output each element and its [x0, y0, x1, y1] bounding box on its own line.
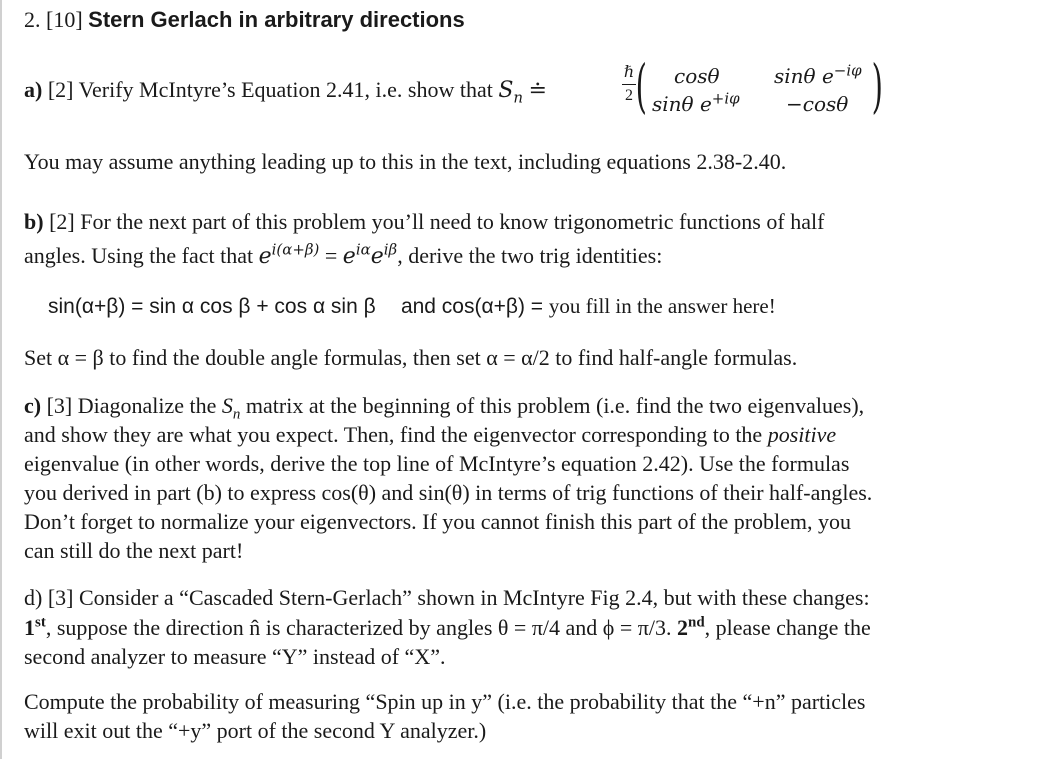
part-c-line3: eigenvalue (in other words, derive the top line of McIntyre’s equation 2.42). Use the formulas — [24, 451, 850, 476]
part-c-line4: you derived in part (b) to express cos(θ) and sin(θ) in terms of trig functions of their half-angles. — [24, 480, 873, 505]
matrix-m22: −cosθ — [786, 92, 849, 116]
part-d-line5: will exit out the “+y” port of the second Y analyzer.) — [24, 718, 487, 743]
exp-lhs: $e^{i(\alpha+\beta)}$ — [258, 240, 320, 269]
part-c-line2: and show they are what you expect. Then, find the eigenvector corresponding to the positive — [24, 422, 837, 447]
s-n-inline: $S_n$ — [221, 393, 241, 423]
part-d-line2: 1st, suppose the direction n̂ is characterized by angles θ = π/4 and ϕ = π/3. 2nd, please change the — [24, 614, 871, 640]
s-n-symbol: $S_n$ — [498, 78, 524, 107]
defined-as-symbol: ≐ — [528, 77, 547, 102]
positive-emphasis: positive — [767, 422, 837, 447]
problem-number: 2. — [24, 7, 41, 32]
right-paren: ) — [871, 52, 883, 120]
exp-rhs: $e^{i\alpha}e^{i\beta}$ — [342, 240, 398, 269]
part-c-line5: Don’t forget to normalize your eigenvectors. If you cannot finish this part of the problem, you — [24, 509, 852, 534]
part-a-statement — [24, 76, 547, 105]
second-ordinal: 2nd — [677, 614, 705, 640]
part-c-line1: c) [3] Diagonalize the $S_n$ matrix at the beginning of this problem (i.e. find the two eigenvalues), — [24, 393, 865, 423]
part-b-set-line: Set α = β to find the double angle formulas, then set α = α/2 to find half-angle formulas. — [24, 345, 798, 370]
left-paren: ( — [635, 52, 647, 120]
part-a-text: [2] Verify McIntyre’s Equation 2.41, i.e. show that — [47, 77, 499, 102]
problem-title: Stern Gerlach in arbitrary directions — [88, 7, 465, 32]
hbar-over-two: ℏ 2 — [623, 64, 635, 104]
part-d-label: d) — [24, 585, 43, 610]
part-a-note: You may assume anything leading up to this in the text, including equations 2.38-2.40. — [24, 149, 787, 174]
part-a-label: a) — [24, 77, 43, 102]
problem-heading — [24, 6, 465, 34]
part-d-line1: d) [3] Consider a “Cascaded Stern-Gerlach” shown in McIntyre Fig 2.4, but with these changes: — [24, 585, 870, 610]
problem-points: [10] — [46, 7, 83, 32]
identity-sin: sin(α+β) = sin α cos β + cos α sin β — [48, 295, 376, 318]
part-b-label: b) — [24, 209, 44, 234]
part-b-line2: angles. Using the fact that $e^{i(\alpha+\beta)} = e^{i\alpha}e^{i\beta}$, derive the two trig identities: — [24, 240, 663, 269]
first-ordinal: 1st — [24, 614, 46, 640]
matrix-m12: sinθ $e^{-i\varphi}$ — [774, 61, 862, 88]
part-c-line6: can still do the next part! — [24, 538, 244, 563]
part-c-label: c) — [24, 393, 42, 418]
trig-identities — [48, 292, 776, 321]
part-d-line3: second analyzer to measure “Y” instead of “X”. — [24, 644, 446, 669]
identity-cos-answer: you fill in the answer here! — [548, 294, 776, 318]
part-b-line1: b) [2] For the next part of this problem you’ll need to know trigonometric functions of half — [24, 209, 825, 234]
matrix-m21: sinθ $e^{+i\varphi}$ — [652, 89, 740, 116]
matrix-m11: cosθ — [674, 64, 720, 88]
identity-cos-lead: and cos(α+β) = — [400, 295, 549, 318]
sn-matrix — [622, 52, 922, 122]
part-d-line4: Compute the probability of measuring “Spin up in y” (i.e. the probability that the “+n” particles — [24, 689, 866, 714]
